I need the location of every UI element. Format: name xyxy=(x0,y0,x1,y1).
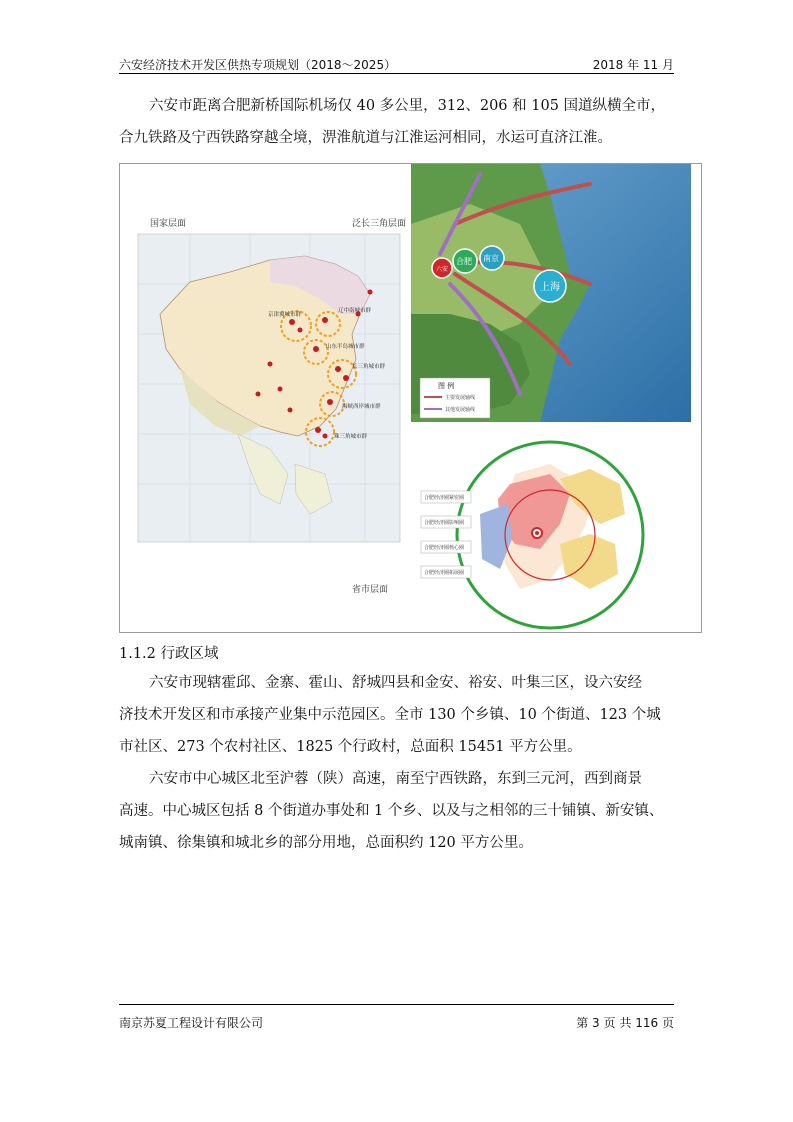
legend-item-0: 主要发展轴线 xyxy=(445,395,476,401)
footer-rule xyxy=(119,1004,674,1005)
yangtze-map-panel xyxy=(411,164,691,422)
national-map-panel xyxy=(120,164,410,632)
hub-liuan: 六安 xyxy=(436,266,449,273)
page-footer xyxy=(119,1012,674,1032)
location-figure xyxy=(119,163,702,633)
legend-item-1: 其他发展轴线 xyxy=(445,407,476,413)
header-date: 2018 年 11 月 xyxy=(592,58,674,72)
label-province: 省市层面 xyxy=(352,585,389,595)
province-legend-1: 合肥经济圈影响圈 xyxy=(424,520,465,526)
province-legend-3: 合肥经济圈拓展圈 xyxy=(424,570,465,576)
hub-nanjing: 南京 xyxy=(483,254,499,263)
footer-page: 第 3 页 xyxy=(576,1016,616,1030)
national-label-5: 珠三角城市群 xyxy=(334,434,368,440)
section-heading: 1.1.2 行政区域 xyxy=(119,646,219,662)
paragraph-location: 六安市距离合肥新桥国际机场仅 40 多公里，312、206 和 105 国道纵横全市， 合九铁路及宁西铁路穿越全境，淠淮航道与江淮运河相同，水运可直济江淮。 xyxy=(119,98,666,146)
legend-title: 图 例 xyxy=(438,382,455,390)
national-label-4: 海峡西岸城市群 xyxy=(342,404,381,410)
national-label-1: 辽中南城市群 xyxy=(338,308,372,314)
header-rule xyxy=(119,73,674,74)
national-label-3: 长三角城市群 xyxy=(352,364,386,370)
hub-hefei: 合肥 xyxy=(456,257,472,266)
province-legend-2: 合肥经济圈核心圈 xyxy=(424,545,465,551)
province-legend-0: 合肥经济圈紧密圈 xyxy=(424,495,465,501)
paragraph-administration: 六安市现辖霍邱、金寨、霍山、舒城四县和金安、裕安、叶集三区，设六安经 济技术开发区和市承接产业集中示范园区。全市 130 个乡镇、10 个街道、123 个城 市社区、273 个农村社区、1825 个行政村，总面积 15451 平方公里。 xyxy=(119,675,661,755)
paragraph-central-district: 六安市中心城区北至沪蓉（陕）高速，南至宁西铁路，东到三元河，西到商景 高速。中心城区包括 8 个街道办事处和 1 个乡、以及与之相邻的三十铺镇、新安镇、 城南镇、徐集镇和城北乡的部分用地，总面积约 120 平方公里。 xyxy=(119,771,664,851)
province-map-panel xyxy=(411,423,691,632)
footer-page-info xyxy=(572,1014,674,1031)
hub-shanghai: 上海 xyxy=(540,282,560,293)
label-yangtze: 泛长三角层面 xyxy=(352,219,407,229)
label-national: 国家层面 xyxy=(150,219,187,229)
national-label-2: 山东半岛城市群 xyxy=(326,344,365,350)
footer-company: 南京苏夏工程设计有限公司 xyxy=(119,1016,264,1030)
footer-total: 共 116 页 xyxy=(619,1016,674,1030)
header-title: 六安经济技术开发区供热专项规划（2018～2025） xyxy=(119,58,397,72)
page-header xyxy=(119,52,674,72)
national-label-0: 京津冀城市群 xyxy=(268,312,302,318)
